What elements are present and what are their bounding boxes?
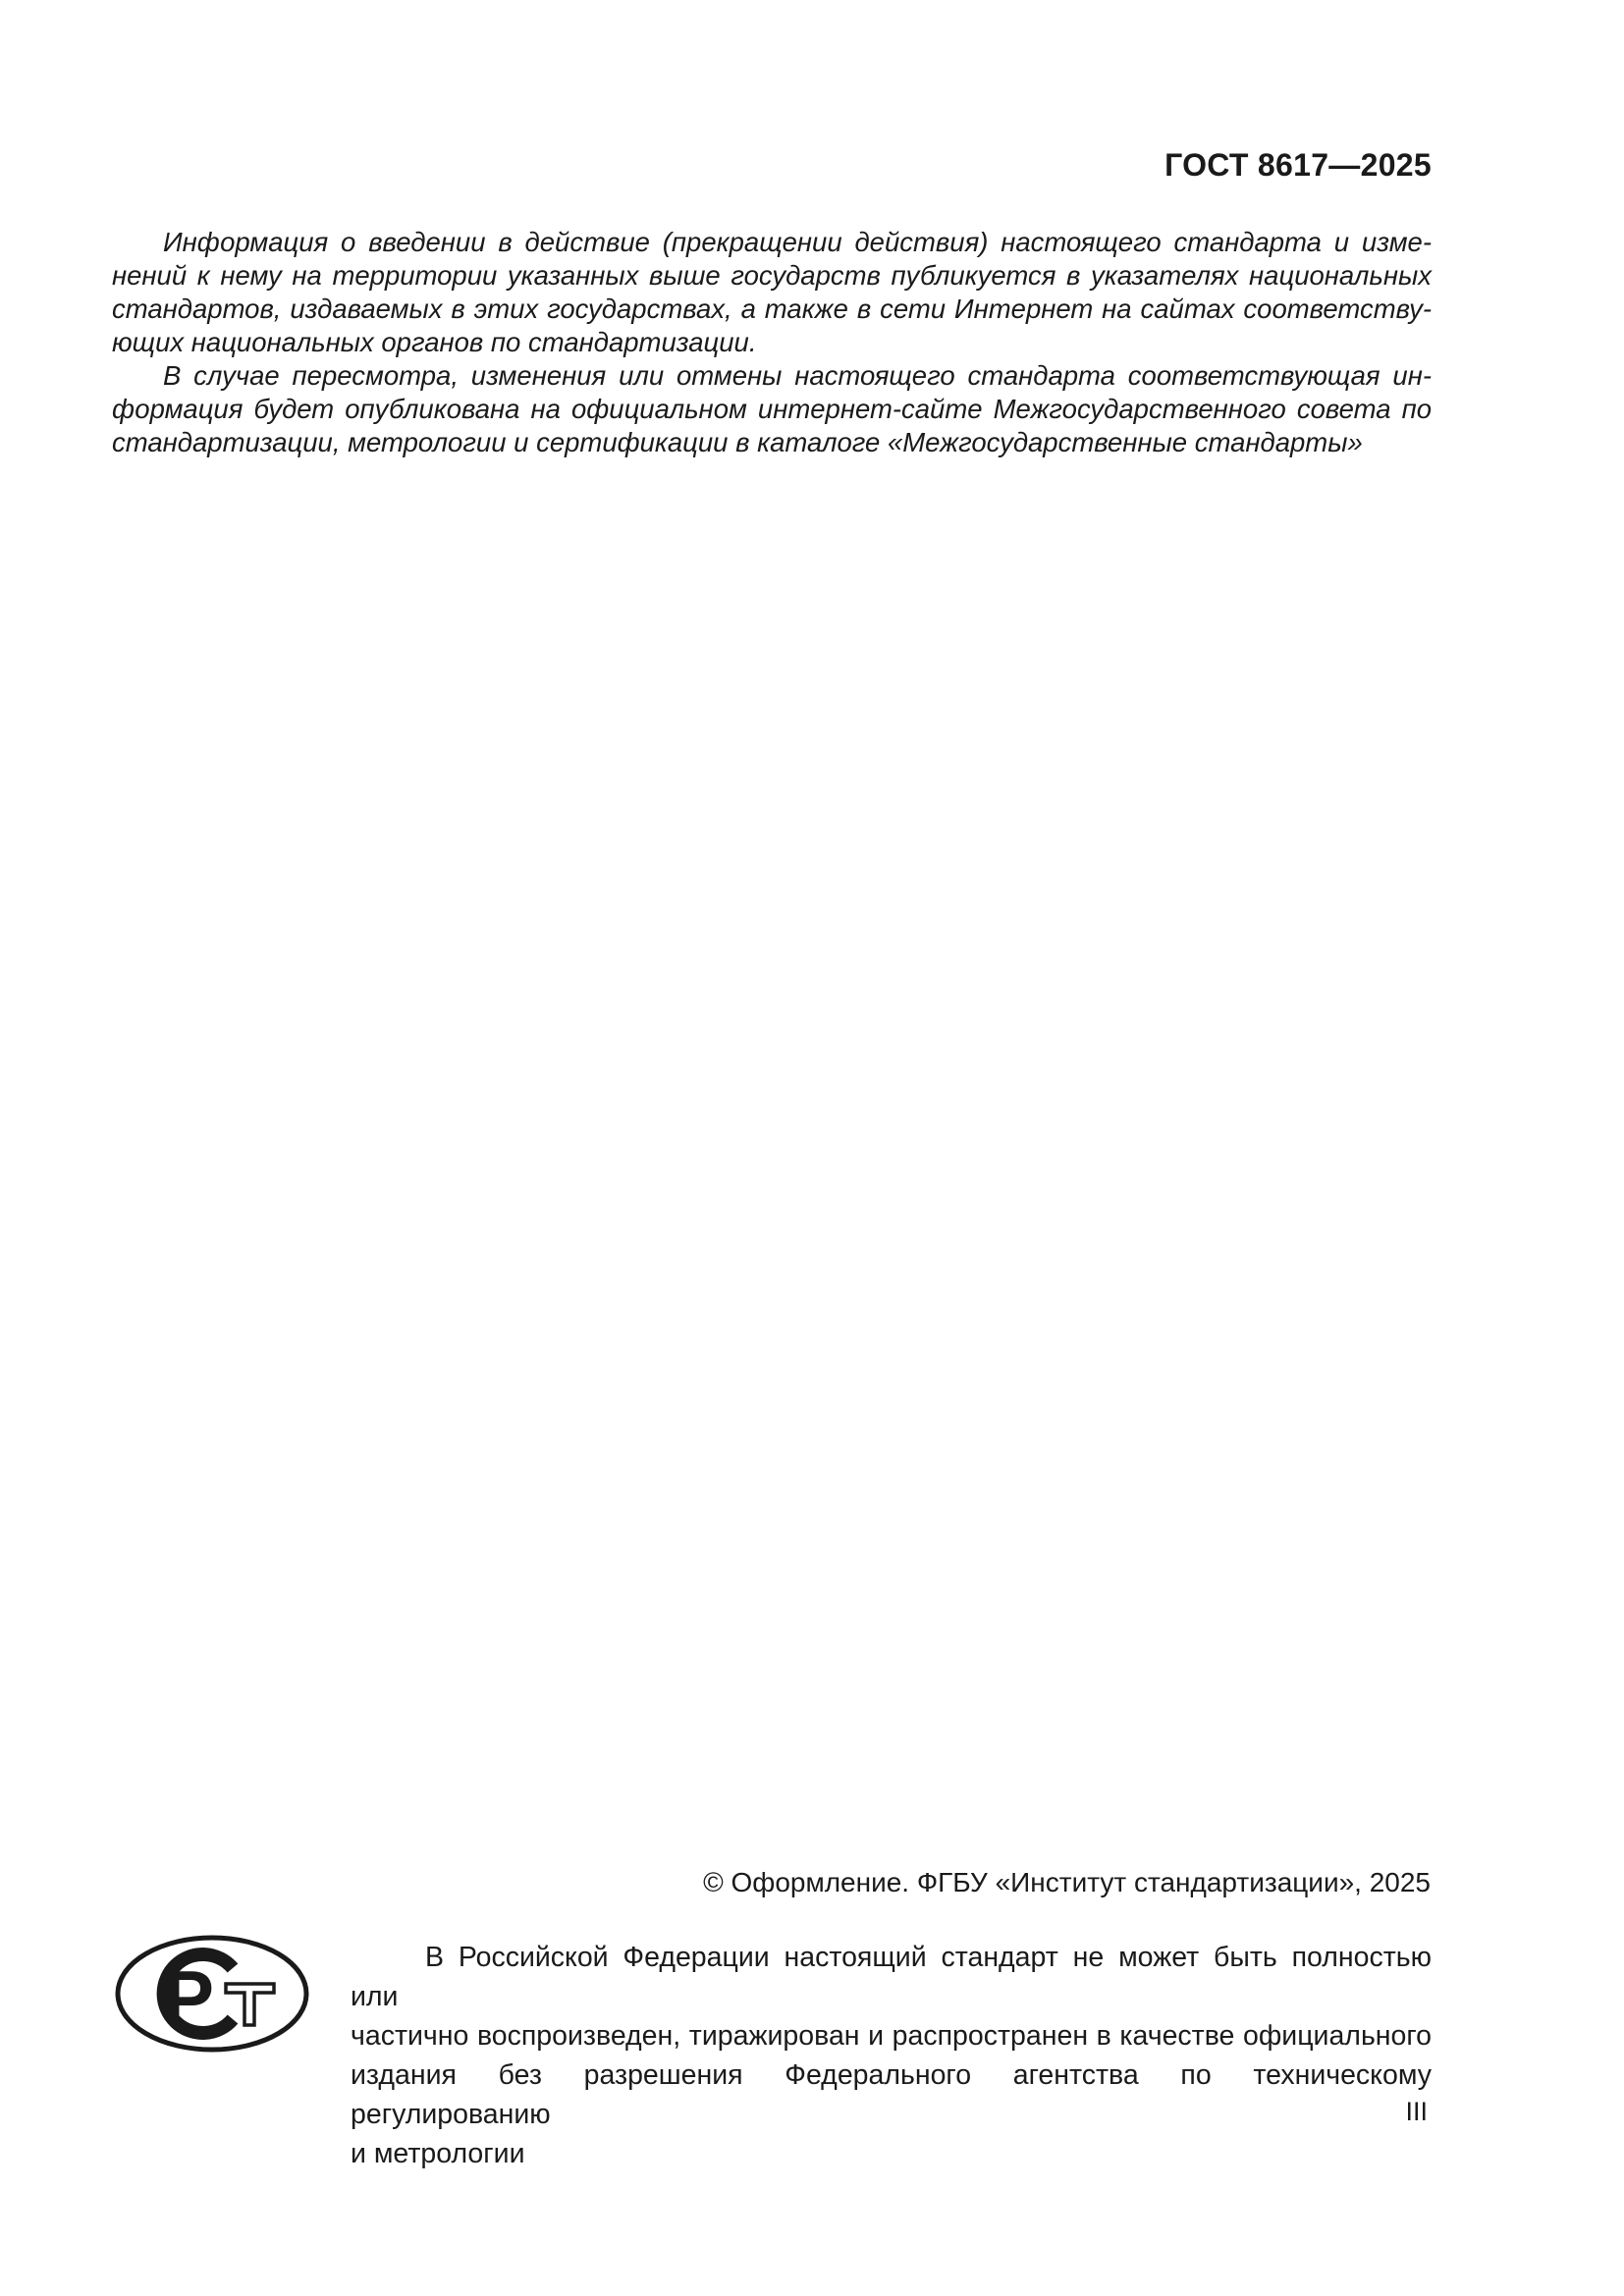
text-line: издания без разрешения Федерального агентства по техническому регулированию bbox=[351, 2059, 1432, 2130]
text-line: стандартов, издаваемых в этих государствах, а также в сети Интернет на сайтах соответству- bbox=[112, 294, 1432, 324]
text-line: В Российской Федерации настоящий стандарт не может быть полностью или bbox=[351, 1942, 1432, 2012]
logo-letter-t bbox=[226, 1984, 274, 2025]
text-line: стандартизации, метрологии и сертификации в каталоге «Межгосударственные стандарты» bbox=[112, 427, 1363, 457]
copyright-line: © Оформление. ФГБУ «Институт стандартизации», 2025 bbox=[703, 1867, 1431, 1897]
text-line: формация будет опубликована на официальном интернет-сайте Межгосударственного совета по bbox=[112, 394, 1432, 424]
page-number: III bbox=[1405, 2097, 1428, 2126]
text-line: и метрологии bbox=[351, 2138, 525, 2169]
intro-section bbox=[112, 226, 1432, 459]
text-line: В случае пересмотра, изменения или отмены настоящего стандарта соответствующая ин- bbox=[163, 360, 1432, 391]
page-title: ГОСТ 8617—2025 bbox=[1164, 147, 1432, 183]
logo-letter-r: Р bbox=[163, 1954, 215, 2041]
restriction-paragraph bbox=[351, 1930, 1432, 2173]
text-line: нений к нему на территории указанных выше государств публикуется в указателях национальных bbox=[112, 260, 1432, 291]
text-line: Информация о введении в действие (прекращении действия) настоящего стандарта и изме- bbox=[163, 227, 1432, 257]
text-line: ющих национальных органов по стандартизации. bbox=[112, 327, 757, 357]
footer-block bbox=[114, 1930, 1432, 2173]
rosstandart-logo-icon bbox=[114, 1934, 311, 2054]
text-line: частично воспроизведен, тиражирован и распространен в качестве официального bbox=[351, 2020, 1432, 2052]
intro-paragraph-1 bbox=[112, 226, 1432, 359]
intro-paragraph-2 bbox=[112, 359, 1432, 459]
